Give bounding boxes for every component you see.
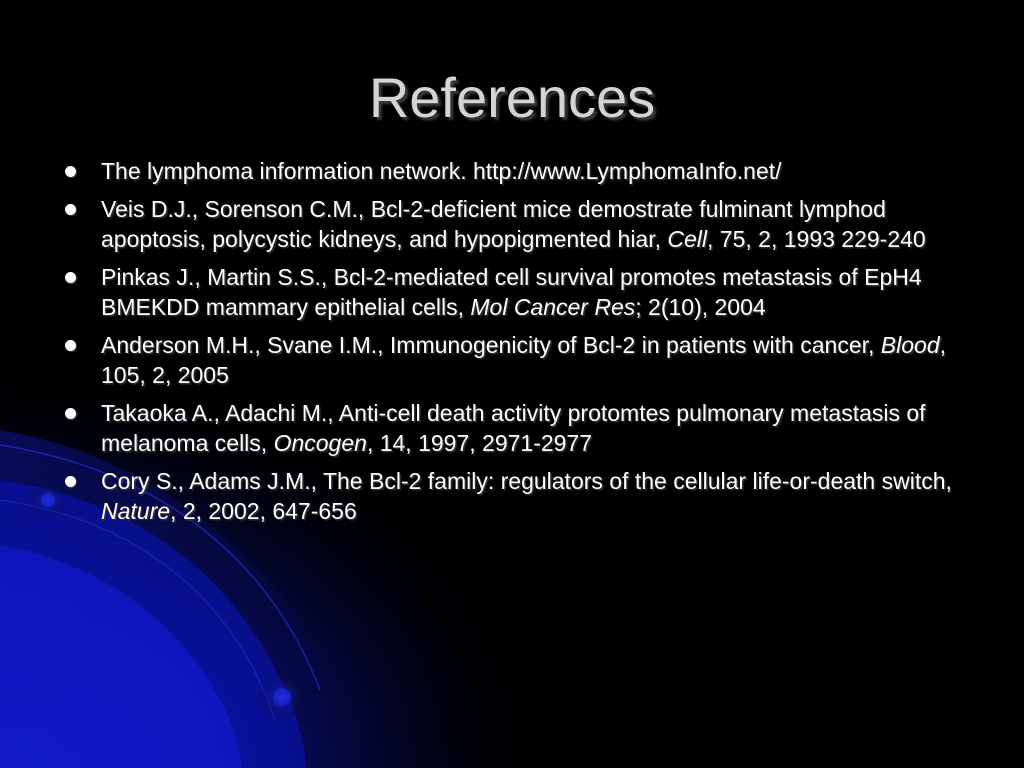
- bullet-icon: [65, 166, 76, 177]
- reference-item: [60, 194, 965, 254]
- reference-item: [60, 330, 965, 390]
- bullet-icon: [65, 408, 76, 419]
- reference-citation: Takaoka A., Adachi M., Anti-cell death activity protomtes pulmonary metastasis of melanoma cells,: [101, 400, 926, 456]
- reference-details: , 75, 2, 1993 229-240: [707, 226, 926, 252]
- reference-text: [101, 468, 952, 524]
- reference-text: [101, 196, 926, 252]
- reference-citation: Pinkas J., Martin S.S., Bcl-2-mediated cell survival promotes metastasis of EpH4 BMEKDD mammary epithelial cells,: [101, 264, 922, 320]
- reference-citation: The lymphoma information network. http://www.LymphomaInfo.net/: [101, 158, 782, 184]
- reference-text: [101, 400, 926, 456]
- bullet-icon: [65, 272, 76, 283]
- reference-item: [60, 466, 965, 526]
- reference-journal: Blood: [880, 332, 940, 358]
- reference-item: [60, 156, 965, 186]
- references-list: [60, 156, 965, 534]
- reference-text: [101, 264, 922, 320]
- reference-item: [60, 398, 965, 458]
- bullet-icon: [65, 340, 76, 351]
- reference-citation: Cory S., Adams J.M., The Bcl-2 family: regulators of the cellular life-or-death switch,: [101, 468, 952, 494]
- reference-details: ; 2(10), 2004: [635, 294, 766, 320]
- reference-details: , 2, 2002, 647-656: [170, 498, 357, 524]
- reference-details: , 105, 2, 2005: [101, 332, 947, 388]
- reference-item: [60, 262, 965, 322]
- reference-citation: Veis D.J., Sorenson C.M., Bcl-2-deficient mice demostrate fulminant lymphod apoptosis, polycystic kidneys, and hypopigmented hiar,: [101, 196, 886, 252]
- reference-text: [101, 158, 782, 184]
- reference-details: , 14, 1997, 2971-2977: [366, 430, 593, 456]
- bullet-icon: [65, 204, 76, 215]
- reference-citation: Anderson M.H., Svane I.M., Immunogenicity of Bcl-2 in patients with cancer,: [101, 332, 881, 358]
- reference-journal: Oncogen: [273, 430, 367, 456]
- reference-journal: Nature: [101, 498, 171, 524]
- bullet-icon: [65, 476, 76, 487]
- reference-journal: Cell: [667, 226, 708, 252]
- reference-journal: Mol Cancer Res: [470, 294, 636, 320]
- slide-title: References: [368, 66, 656, 129]
- reference-text: [101, 332, 946, 388]
